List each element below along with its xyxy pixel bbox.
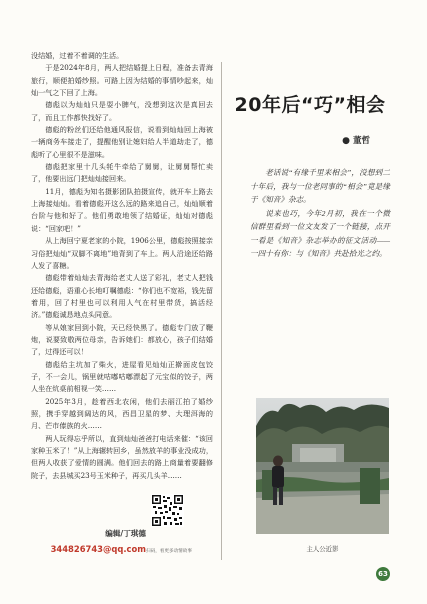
article-author xyxy=(230,134,390,146)
intro-paragraph: 说来也巧，今年2月初，我在一个微信群里看到一位文友发了一个链接，点开一看是《知音》杂志举办的征文活动——一四十有你：与《知音》共赴拾光之约。 xyxy=(250,208,390,258)
page-number-badge: 63 xyxy=(376,567,390,581)
article-paragraph: 没结婚，过着不着调的生活。 xyxy=(31,51,124,60)
article-paragraph: 于是2024年8月，两人把结婚提上日程，准备去青海旅行，顺便拍婚纱照。可路上因为结婚的事情吵起来，灿灿一气之下回了上海。 xyxy=(31,63,213,98)
article-paragraph: 德彪的粉丝们还给他通风报信，说看到灿灿回上海被一辆商务车接走了，提醒他别让媳妇给人半道劫走了，德彪听了心里很不是滋味。 xyxy=(31,125,213,159)
article-paragraph: 从上海回宁夏老家的小院，1906公里，德彪按照接亲习俗把灿灿“双脚不离地”地背到了车上。两人沿途还给路人发了喜糖。 xyxy=(31,236,213,270)
qr-caption: 扫码，看更多动情故事 xyxy=(146,549,192,554)
editor-credit: 编辑/丁琪德 xyxy=(105,529,146,538)
bullet-icon: ● xyxy=(342,136,350,146)
intro-paragraph: 老话说“有缘千里来相会”，没想到二十年后，我与一位老同事的“相会”竟是缘于《知音》杂志。 xyxy=(250,168,390,204)
article-paragraph: 德彪把家里十几头牦牛牵给了舅舅，让舅舅帮忙卖了，他要出远门把灿灿接回来。 xyxy=(31,162,213,184)
article-paragraph: 11月，德彪为知名摄影团队拍摄宣传，就开车上路去上海接灿灿。看着德彪开这么远的路来追自己，灿灿顺着台阶与他和好了。他们勇敢地领了结婚证，灿灿对德彪说：“回家吧！” xyxy=(31,186,213,233)
portrait-photo xyxy=(256,398,389,534)
editor-email: 344826743@qq.com xyxy=(50,544,146,554)
article-title: 20年后“巧”相会 xyxy=(234,94,386,116)
article-paragraph: 德彪带着灿灿去青海给老丈人送了彩礼，老丈人把钱还给德彪，语重心长地叮嘱德彪：“你们也不宽裕，钱先留着用，回了村里也可以利用人气在村里带货，搞活经济。”德彪诚恳地点头同意。 xyxy=(31,273,213,320)
article-intro xyxy=(230,166,390,261)
article-paragraph: 等从娘家回到小院，天已经快黑了。德彪专门放了鞭炮，说要致敬两位母亲，告诉她们：都放心，孩子们结婚了，过得还可以！ xyxy=(31,322,213,357)
article-paragraph: 德彪以为灿灿只是耍小脾气，没想到这次是真回去了，而且工作都快找好了。 xyxy=(31,100,213,122)
article-paragraph: 德彪给主坑加了柴火，进屋看见灿灿正擀面皮包饺子，不一会儿，锅里就咕嘟咕嘟漂起了元宝似的饺子，两人坐在炕桌前相视一笑…… xyxy=(31,359,213,394)
photo-caption: 主人公近影 xyxy=(306,545,339,553)
column-divider xyxy=(221,62,222,560)
qr-code-icon[interactable] xyxy=(151,494,184,527)
article-paragraph: 两人玩得忘乎所以，直到灿灿爸爸打电话来催：“该回家种玉米了！”从上海辗转回乡，虽然放羊的事业没成功，但两人收获了爱情的圆满。他们回去的路上商量着要翻修院子，去县城买23号玉米种子，再买几头羊…… xyxy=(31,433,213,480)
author-name: 董哲 xyxy=(352,136,370,146)
sidebar-article xyxy=(230,62,390,261)
article-paragraph: 2025年3月，趁着西北农闲，他们去丽江拍了婚纱照，携手穿越到阔达的风，西昌卫星的梦、大理洱海的月、芒市傣族的火…… xyxy=(31,396,213,431)
article-body-column xyxy=(31,50,213,482)
